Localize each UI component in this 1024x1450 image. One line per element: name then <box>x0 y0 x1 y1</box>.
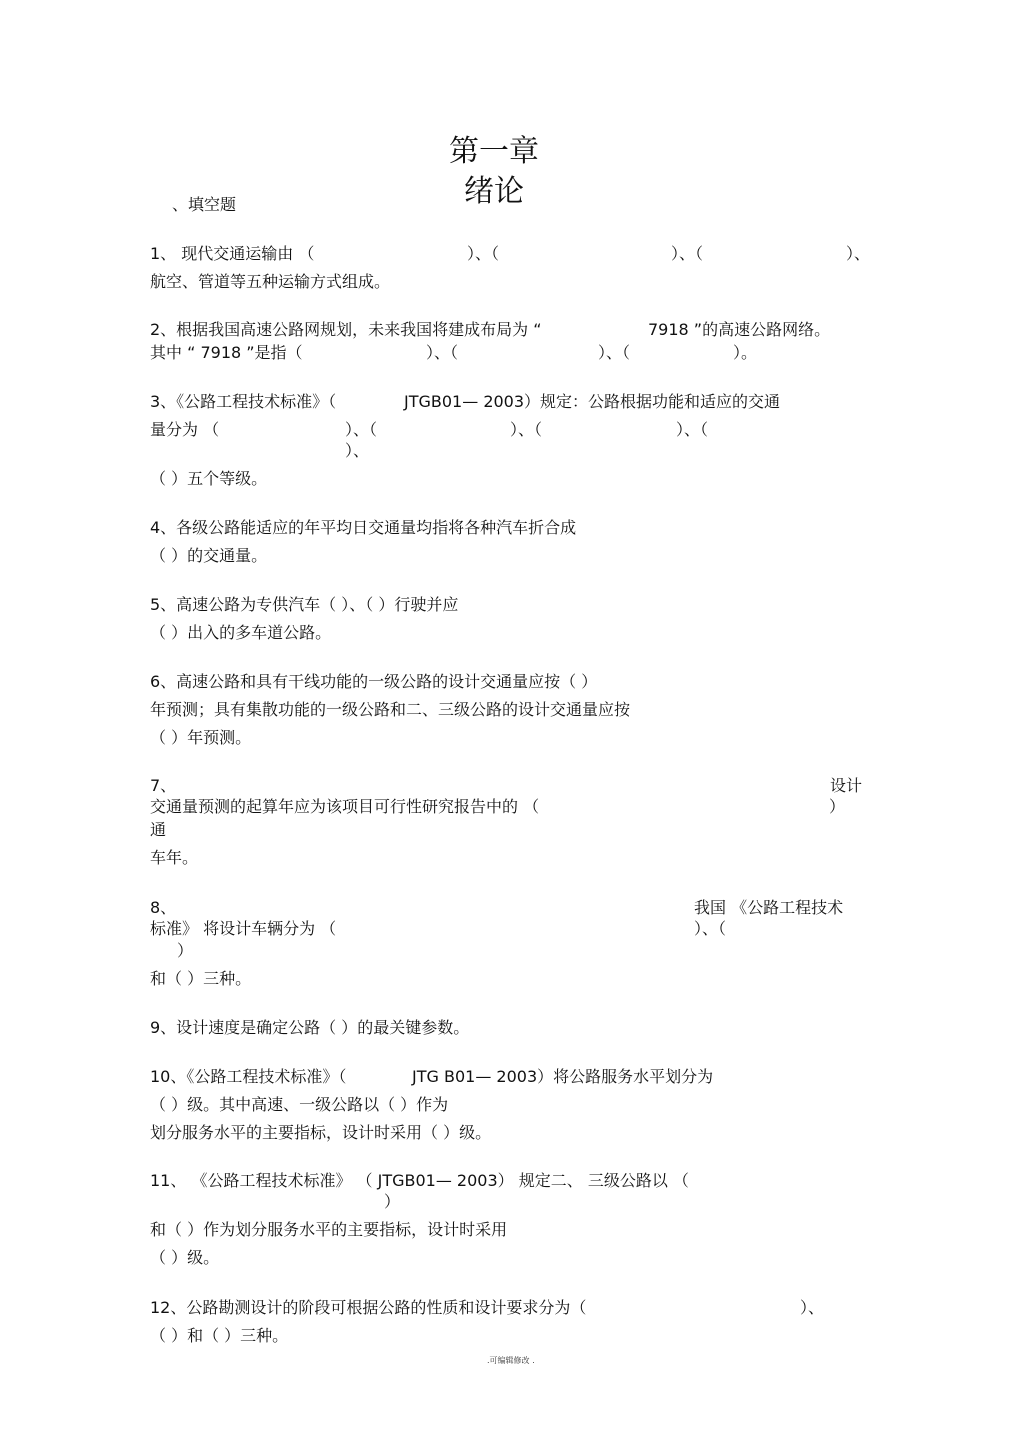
q1-line1-part2: ）、（ <box>467 244 500 263</box>
q3-line2-part1: 量分为 （ <box>150 420 220 439</box>
q7-line2-part2: ） <box>829 797 846 816</box>
q7-line2-part1: 交通量预测的起算年应为该项目可行性研究报告中的 （ <box>150 797 540 816</box>
q3-line2-part3: ）、（ <box>510 420 543 439</box>
q8-line1-tail: 我国 《公路工程技术 <box>694 898 844 917</box>
page-footer: .可编辑修改 . <box>487 1356 535 1365</box>
q12-line2: （ ）和（ ）三种。 <box>150 1326 289 1345</box>
q3-line2-part2: ）、（ <box>345 420 378 439</box>
q8-line2-part2: ）、（ <box>694 919 727 938</box>
q11-line4: （ ）级。 <box>150 1248 220 1267</box>
q3-line1-part1: 3、《公路工程技术标准》（ <box>150 392 337 411</box>
q11-line1: 11、 《公路工程技术标准》 （ JTGB01— 2003） 规定二、 三级公路以 （ <box>150 1171 689 1190</box>
q3-line4: （ ）五个等级。 <box>150 469 268 488</box>
q3-line1-part2: JTGB01— 2003）规定：公路根据功能和适应的交通 <box>404 392 781 411</box>
q2-line2-part3: ）、（ <box>598 343 631 362</box>
q3-line2-part4: ）、（ <box>676 420 709 439</box>
chapter-title: 绪论 <box>464 174 524 209</box>
q10-line1-part1: 10、《公路工程技术标准》（ <box>150 1067 347 1086</box>
q8-line1-number: 8、 <box>150 898 177 917</box>
q11-line2: ） <box>384 1192 401 1211</box>
q1-line1-part1: 1、 现代交通运输由 （ <box>150 244 315 263</box>
q1-line2: 航空、管道等五种运输方式组成。 <box>150 272 391 291</box>
q10-line3: 划分服务水平的主要指标，设计时采用（ ）级。 <box>150 1123 492 1142</box>
q12-line1-part2: ）、 <box>800 1298 825 1317</box>
q9-line1: 9、设计速度是确定公路（ ）的最关键参数。 <box>150 1018 470 1037</box>
q11-line3: 和（ ）作为划分服务水平的主要指标，设计时采用 <box>150 1220 508 1239</box>
q5-line1: 5、高速公路为专供汽车（ ）、（ ）行驶并应 <box>150 595 459 614</box>
q1-line1-part4: ）、 <box>846 244 871 263</box>
q8-line4: 和（ ）三种。 <box>150 969 252 988</box>
q1-line1-part3: ）、（ <box>671 244 704 263</box>
q4-line1: 4、各级公路能适应的年平均日交通量均指将各种汽车折合成 <box>150 518 577 537</box>
q2-line2-part2: ）、（ <box>426 343 459 362</box>
q2-line2-part1: 其中 “ 7918 ”是指（ <box>150 343 303 362</box>
q6-line2: 年预测；具有集散功能的一级公路和二、三级公路的设计交通量应按 <box>150 700 631 719</box>
q7-line1-tail: 设计 <box>830 776 863 795</box>
q2-line1-part1: 2、根据我国高速公路网规划，未来我国将建成布局为 “ <box>150 320 542 339</box>
q5-line2: （ ）出入的多车道公路。 <box>150 623 332 642</box>
q2-line1-part2: 7918 ”的高速公路网络。 <box>648 320 831 339</box>
q7-line1-number: 7、 <box>150 776 177 795</box>
q8-line2-part1: 标准》 将设计车辆分为 （ <box>150 919 337 938</box>
q8-line3: ） <box>177 941 194 960</box>
q12-line1-part1: 12、公路勘测设计的阶段可根据公路的性质和设计要求分为（ <box>150 1298 587 1317</box>
q10-line2: （ ）级。其中高速、一级公路以（ ）作为 <box>150 1095 449 1114</box>
q6-line3: （ ）年预测。 <box>150 728 252 747</box>
chapter-heading: 第一章 <box>449 134 539 169</box>
q4-line2: （ ）的交通量。 <box>150 546 268 565</box>
q7-line3: 通 <box>150 820 167 839</box>
q7-line4: 车年。 <box>150 848 199 867</box>
q3-line3: ）、 <box>345 441 370 460</box>
q6-line1: 6、高速公路和具有干线功能的一级公路的设计交通量应按（ ） <box>150 672 598 691</box>
section-heading: 、填空题 <box>172 195 237 214</box>
q2-line2-part4: ）。 <box>733 343 758 362</box>
q10-line1-part2: JTG B01— 2003）将公路服务水平划分为 <box>412 1067 714 1086</box>
